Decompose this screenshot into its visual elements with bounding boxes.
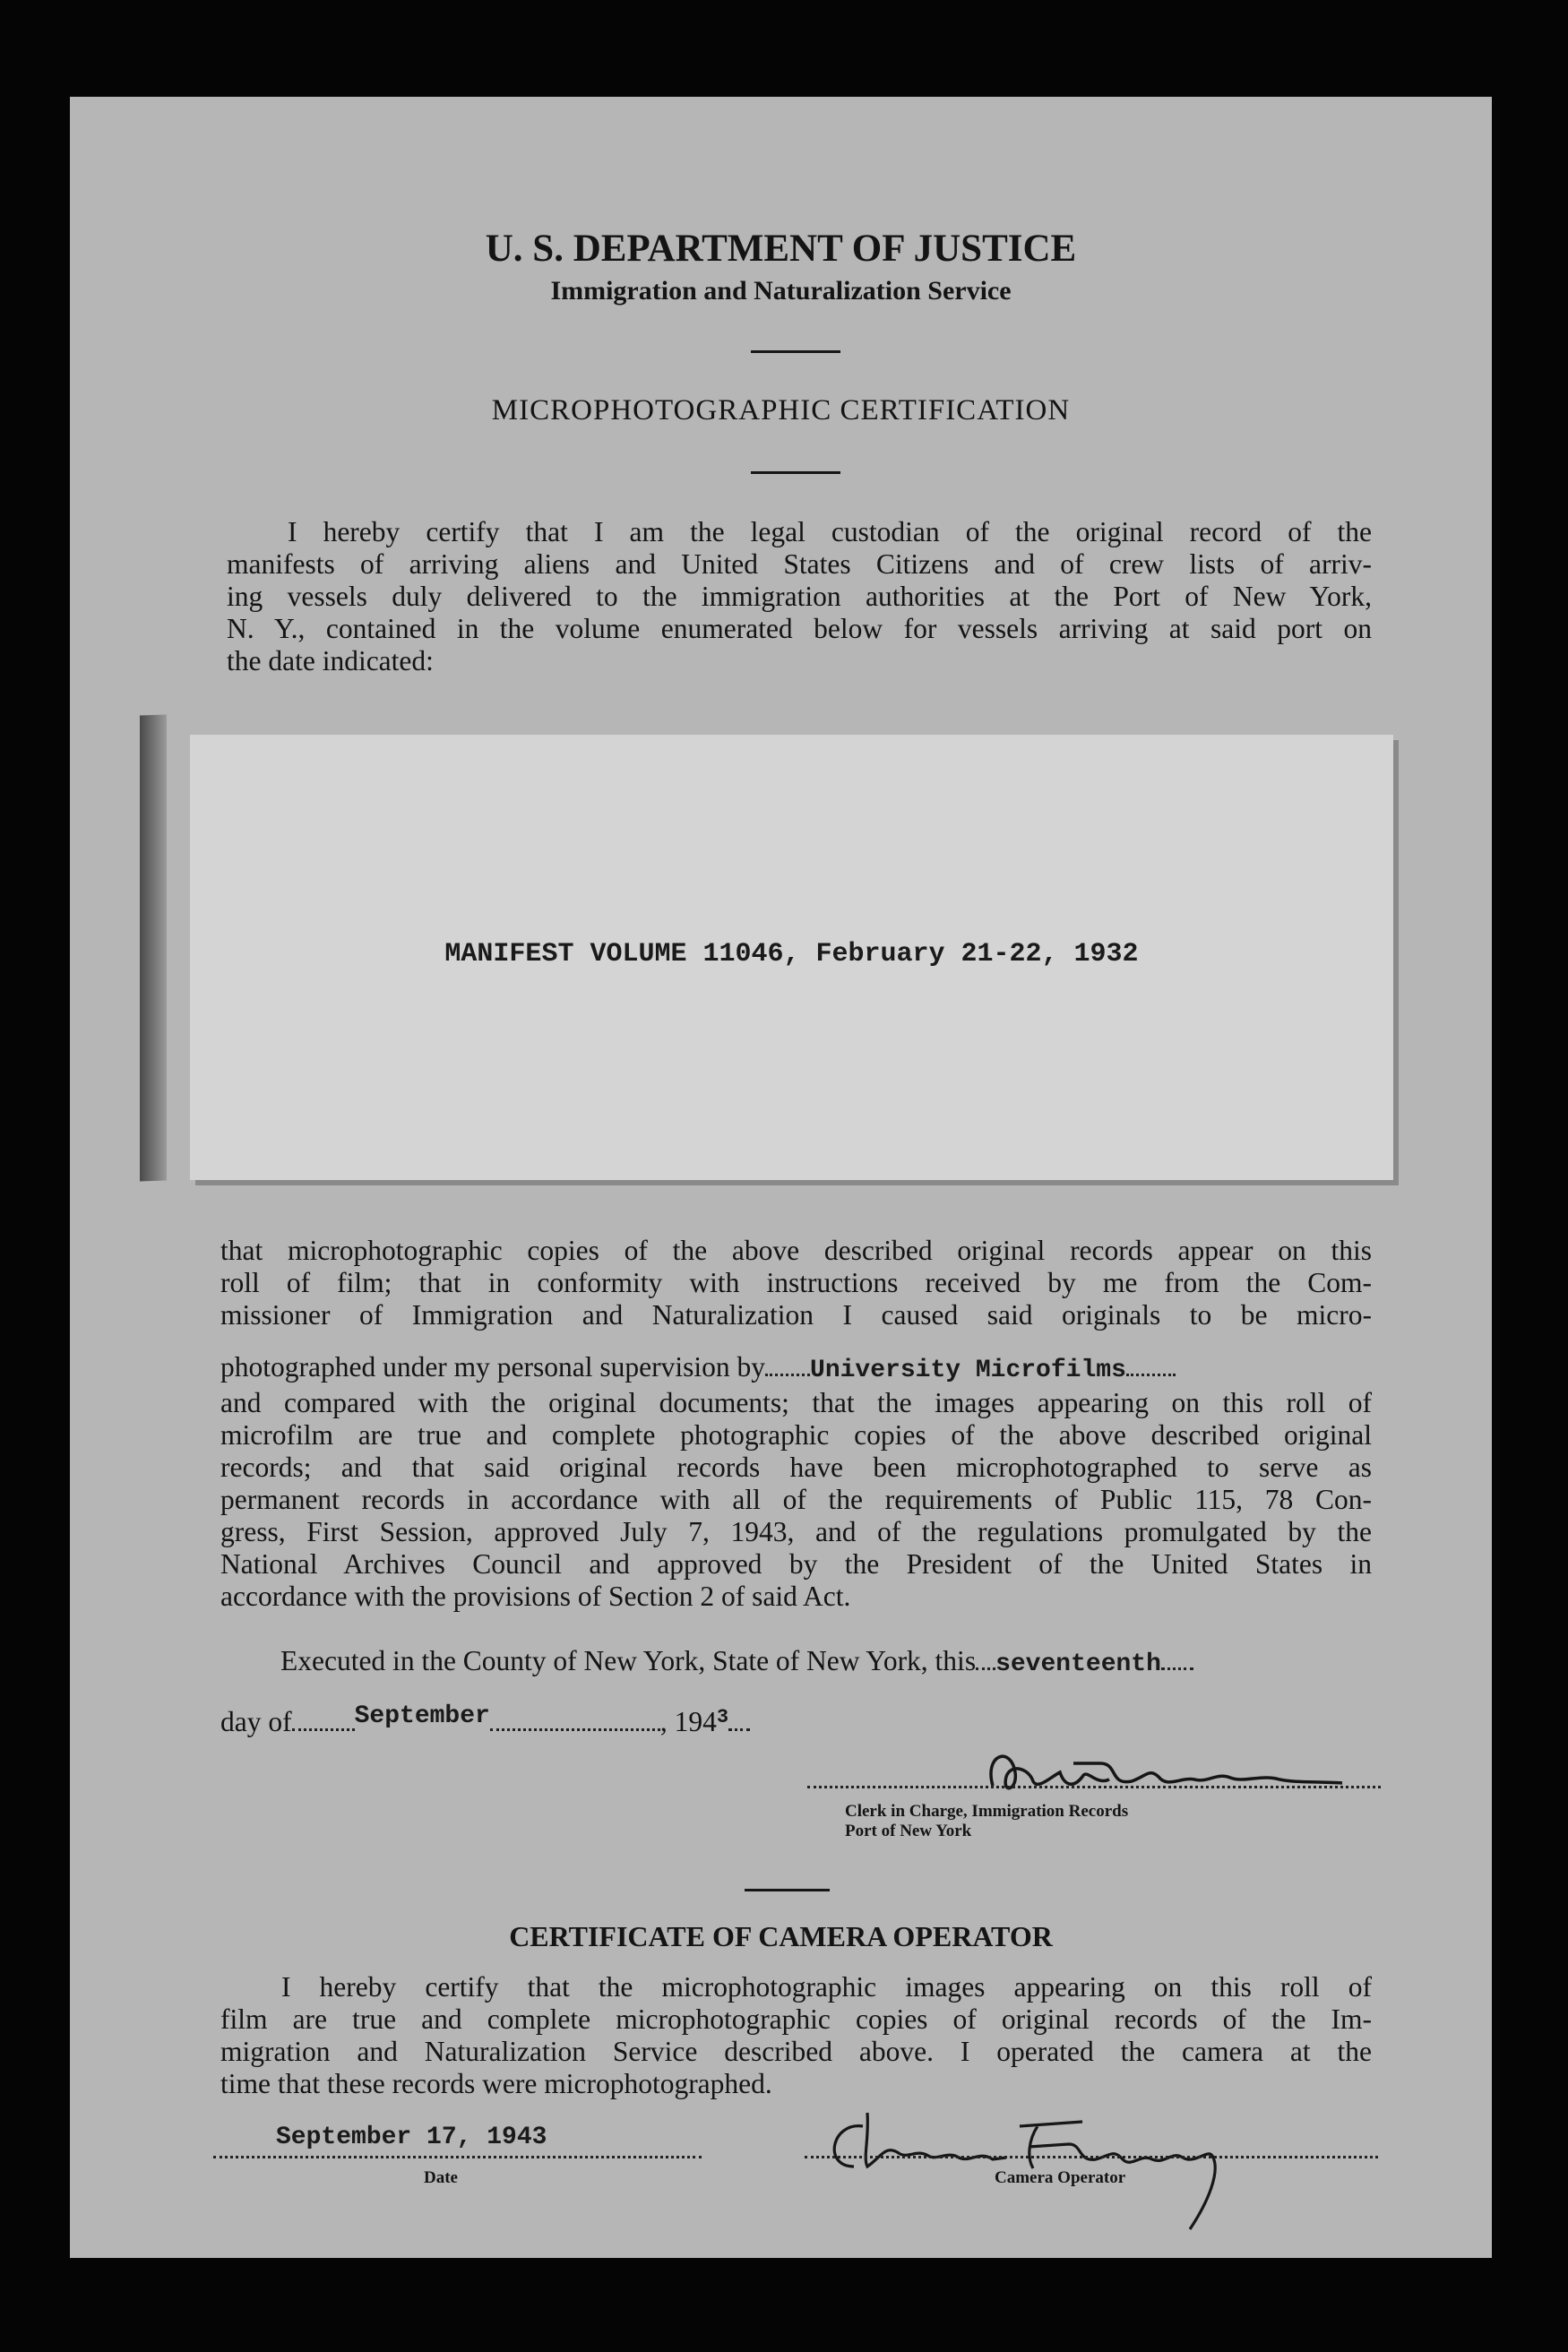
department-heading: U. S. DEPARTMENT OF JUSTICE xyxy=(485,228,1077,270)
camera-line: migration and Naturalization Service described above. I operated the camera at the xyxy=(220,2036,1372,2067)
body-line: permanent records in accordance with all of the requirements of Public 115, 78 Con- xyxy=(220,1484,1372,1515)
company-name: University Microfilms xyxy=(810,1357,1126,1384)
executed-text: Executed in the County of New York, State of New York, this xyxy=(280,1645,977,1676)
date-label: Date xyxy=(424,2168,458,2187)
intro-line: ing vessels duly delivered to the immigration authorities at the Port of New York, xyxy=(227,581,1372,612)
body-line: that microphotographic copies of the above described original records appear on this xyxy=(220,1235,1372,1266)
day-of-line xyxy=(220,1702,750,1743)
service-subheading: Immigration and Naturalization Service xyxy=(550,276,1012,306)
dotted-leader xyxy=(490,1728,660,1731)
camera-line: time that these records were microphotographed. xyxy=(220,2068,772,2099)
dotted-leader xyxy=(765,1374,810,1376)
clerk-title-line: Clerk in Charge, Immigration Records xyxy=(845,1802,1129,1821)
supervision-line xyxy=(220,1351,1372,1387)
body-line: accordance with the provisions of Section 2 of said Act. xyxy=(220,1581,851,1612)
date-signature-line xyxy=(213,2156,702,2158)
clerk-signature-line xyxy=(807,1786,1381,1788)
body-paragraph xyxy=(220,1235,1372,1331)
day-of-label: day of xyxy=(220,1706,292,1737)
body-line: missioner of Immigration and Naturalization I caused said originals to be micro- xyxy=(220,1299,1372,1331)
camera-heading: CERTIFICATE OF CAMERA OPERATOR xyxy=(509,1920,1053,1952)
dotted-leader xyxy=(976,1667,995,1670)
manifest-card xyxy=(190,735,1393,1180)
intro-line: the date indicated: xyxy=(227,645,434,676)
intro-line: N. Y., contained in the volume enumerated below for vessels arriving at said port on xyxy=(227,613,1372,644)
camera-line: film are true and complete microphotographic copies of original records of the Im- xyxy=(220,2003,1372,2035)
executed-line xyxy=(280,1645,1193,1681)
year-prefix: , 194 xyxy=(659,1706,717,1737)
card-edge-shadow xyxy=(140,714,167,1181)
day-value: seventeenth xyxy=(995,1650,1161,1678)
supervision-prefix: photographed under my personal supervision by xyxy=(220,1351,766,1383)
dotted-leader xyxy=(292,1728,355,1731)
certificate-sheet xyxy=(70,97,1492,2258)
month-value: September xyxy=(354,1702,490,1730)
camera-paragraph xyxy=(220,1971,1372,2100)
dotted-leader xyxy=(728,1728,750,1731)
clerk-title xyxy=(845,1802,1128,1841)
operator-label: Camera Operator xyxy=(995,2168,1126,2187)
operator-signature-line xyxy=(805,2156,1378,2158)
body-paragraph-continued xyxy=(220,1387,1372,1613)
intro-line: manifests of arriving aliens and United States Citizens and of crew lists of arriv- xyxy=(227,548,1372,580)
year-digit: 3 xyxy=(716,1706,729,1728)
body-line: gress, First Session, approved July 7, 1943, and of the regulations promulgated by the xyxy=(220,1516,1372,1547)
dotted-leader xyxy=(1161,1667,1193,1670)
divider-rule xyxy=(751,471,840,474)
dotted-leader xyxy=(1126,1374,1176,1376)
intro-line: I hereby certify that I am the legal custodian of the original record of the xyxy=(288,516,1372,547)
certification-title: MICROPHOTOGRAPHIC CERTIFICATION xyxy=(491,394,1071,426)
body-line: records; and that said original records have been microphotographed to serve as xyxy=(220,1452,1372,1483)
body-line: microfilm are true and complete photographic copies of the above described original xyxy=(220,1419,1372,1451)
divider-rule xyxy=(745,1889,830,1891)
manifest-volume-text: MANIFEST VOLUME 11046, February 21-22, 1932 xyxy=(444,939,1139,969)
divider-rule xyxy=(751,350,840,353)
camera-line: I hereby certify that the microphotographic images appearing on this roll of xyxy=(281,1971,1372,2003)
body-line: and compared with the original documents; that the images appearing on this roll of xyxy=(220,1387,1372,1418)
camera-date-value: September 17, 1943 xyxy=(276,2124,547,2151)
body-line: roll of film; that in conformity with instructions received by me from the Com- xyxy=(220,1267,1372,1298)
intro-paragraph xyxy=(227,516,1372,677)
body-line: National Archives Council and approved by the President of the United States in xyxy=(220,1548,1372,1580)
clerk-title-line: Port of New York xyxy=(845,1822,972,1840)
